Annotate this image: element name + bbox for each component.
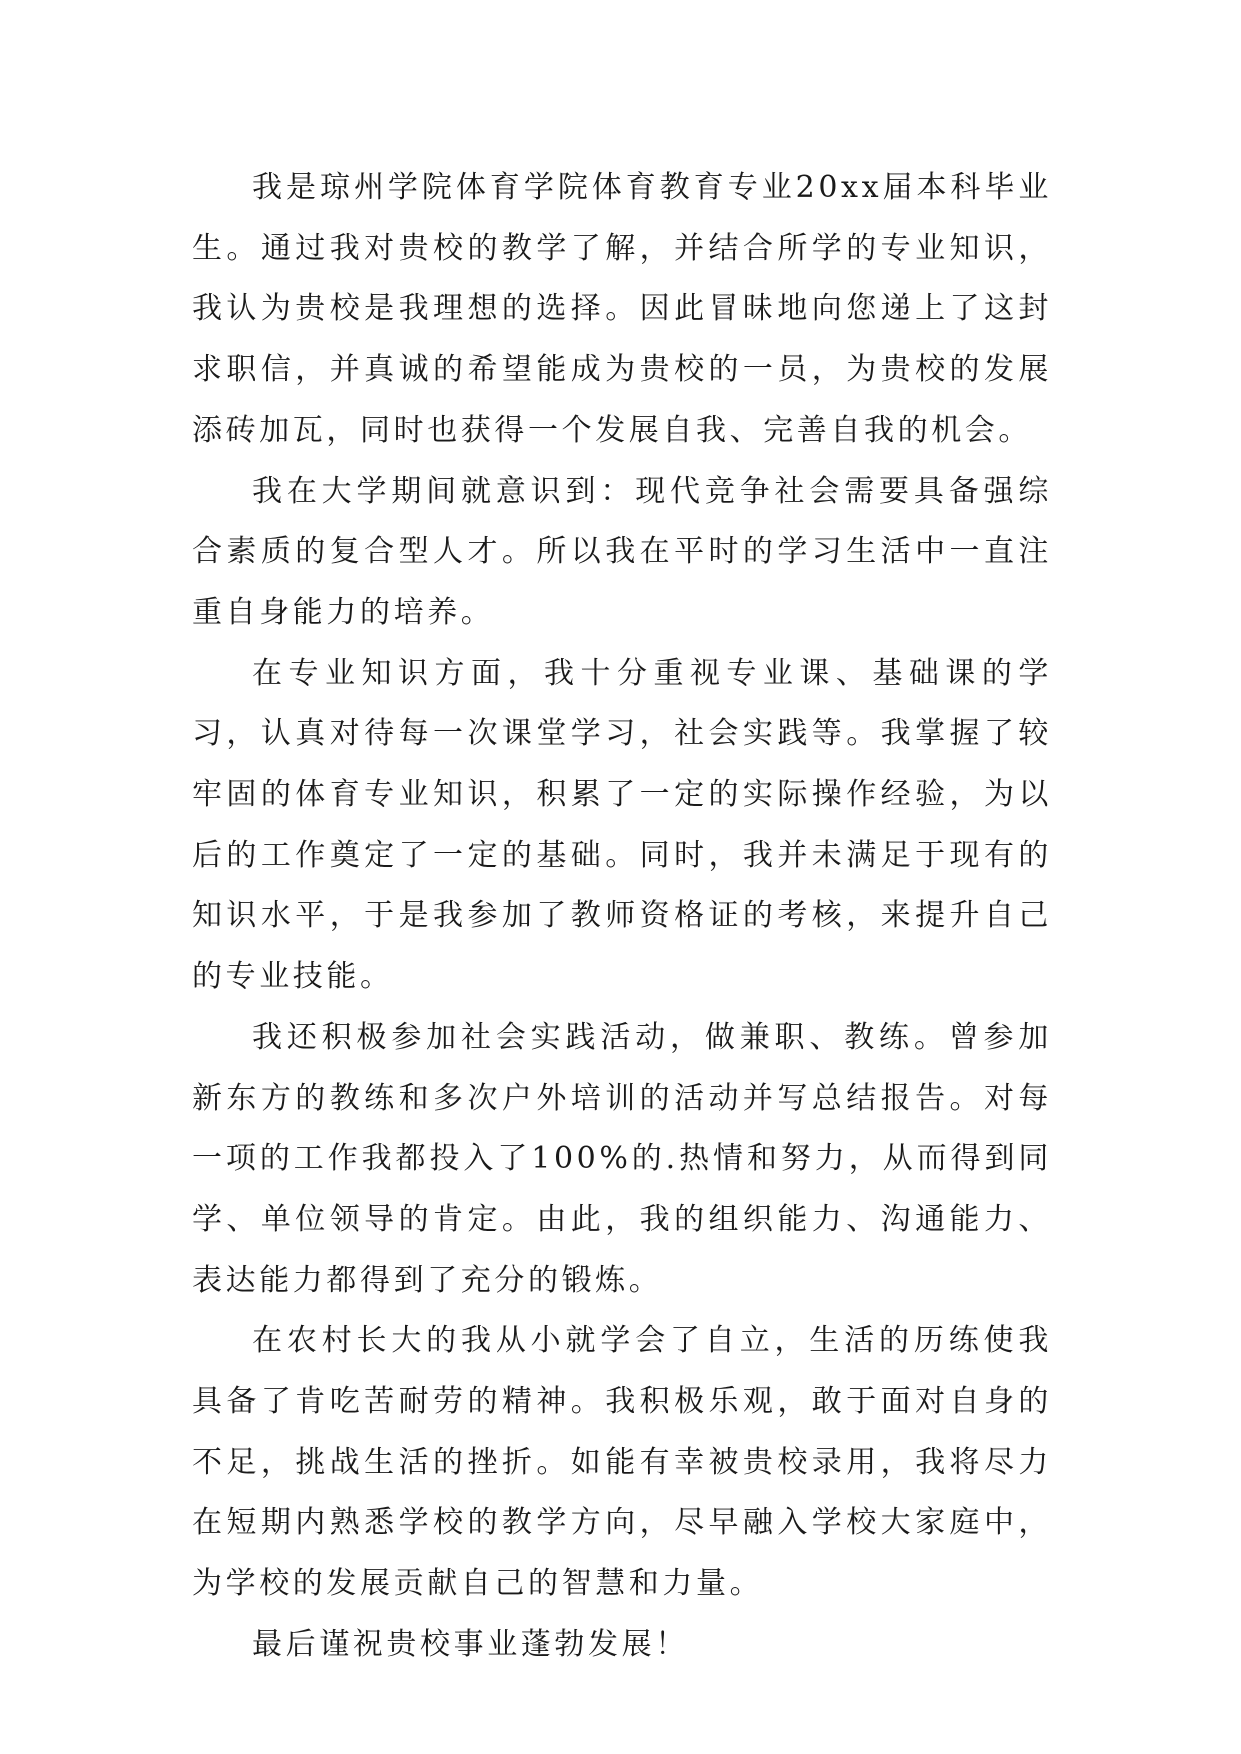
paragraph-intro: 我是琼州学院体育学院体育教育专业20xx届本科毕业生。通过我对贵校的教学了解，并结合所学的专业知识，我认为贵校是我理想的选择。因此冒昧地向您递上了这封求职信，并真诚的希望能成为贵校的一员，为贵校的发展添砖加瓦，同时也获得一个发展自我、完善自我的机会。 bbox=[192, 170, 1052, 448]
paragraph-awareness: 我在大学期间就意识到：现代竞争社会需要具备强综合素质的复合型人才。所以我在平时的学习生活中一直注重自身能力的培养。 bbox=[192, 473, 1052, 630]
paragraph-professional-knowledge: 在专业知识方面，我十分重视专业课、基础课的学习，认真对待每一次课堂学习，社会实践等。我掌握了较牢固的体育专业知识，积累了一定的实际操作经验，为以后的工作奠定了一定的基础。同时，我并未满足于现有的知识水平，于是我参加了教师资格证的考核，来提升自己的专业技能。 bbox=[192, 655, 1052, 995]
paragraph-closing: 最后谨祝贵校事业蓬勃发展！ bbox=[252, 1626, 689, 1662]
paragraph-social-practice: 我还积极参加社会实践活动，做兼职、教练。曾参加新东方的教练和多次户外培训的活动并写总结报告。对每一项的工作我都投入了100%的.热情和努力，从而得到同学、单位领导的肯定。由此，我的组织能力、沟通能力、表达能力都得到了充分的锻炼。 bbox=[192, 1019, 1052, 1298]
letter-body bbox=[192, 158, 1052, 1676]
paragraph-character: 在农村长大的我从小就学会了自立，生活的历练使我具备了肯吃苦耐劳的精神。我积极乐观，敢于面对自身的不足，挑战生活的挫折。如能有幸被贵校录用，我将尽力在短期内熟悉学校的教学方向，尽早融入学校大家庭中，为学校的发展贡献自己的智慧和力量。 bbox=[192, 1323, 1052, 1602]
